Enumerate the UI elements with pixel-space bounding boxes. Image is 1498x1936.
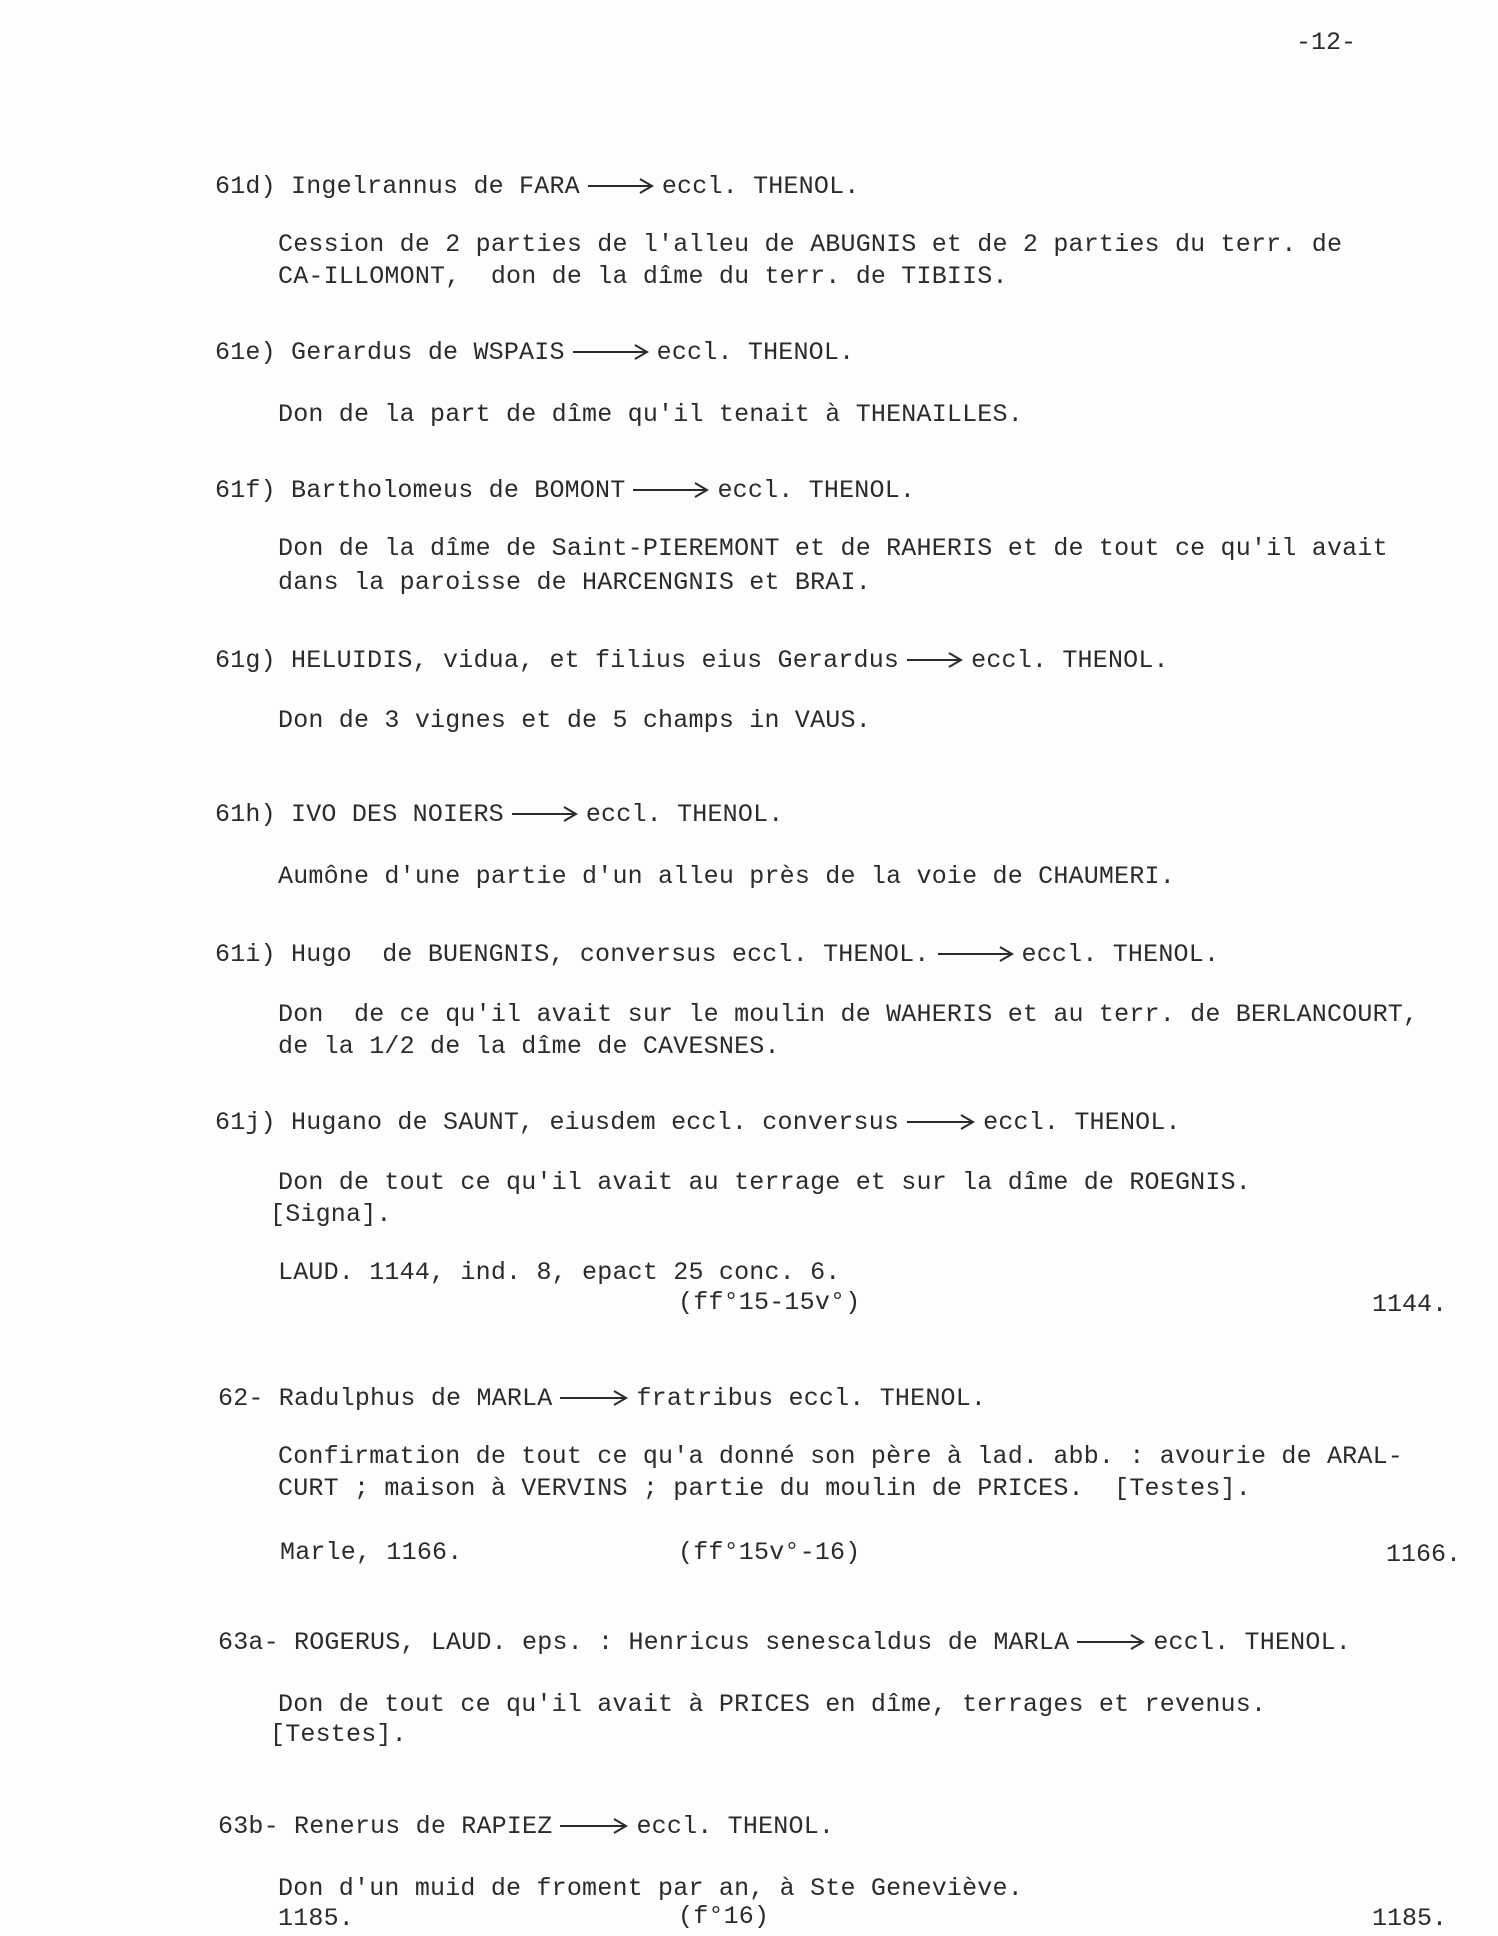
entry-heading-61f — [215, 476, 915, 506]
entry-folio: (ff°15v°-16) — [678, 1538, 861, 1567]
entry-body-line: Confirmation de tout ce qu'a donné son père à lad. abb. : avourie de ARAL- — [278, 1442, 1403, 1471]
entry-recipient: eccl. THENOL. — [656, 338, 855, 367]
entry-year: 1144. — [1372, 1290, 1448, 1319]
entry-body-line: dans la paroisse de HARCENGNIS et BRAI. — [278, 568, 871, 597]
entry-body-line: Don de ce qu'il avait sur le moulin de WAHERIS et au terr. de BERLANCOURT, — [278, 1000, 1419, 1029]
entry-folio: (f°16) — [678, 1902, 770, 1931]
arrow-icon — [586, 176, 656, 196]
arrow-icon — [936, 944, 1016, 964]
entry-recipient: eccl. THENOL. — [1153, 1628, 1351, 1657]
entry-recipient: eccl. THENOL. — [717, 476, 916, 505]
entry-recipient: eccl. THENOL. — [585, 800, 784, 829]
entry-recipient: eccl. THENOL. — [983, 1108, 1181, 1137]
entry-recipient: eccl. THENOL. — [1021, 940, 1220, 969]
entry-heading-text: 61f) Bartholomeus de BOMONT — [215, 476, 626, 505]
arrow-icon — [571, 342, 651, 362]
entry-heading-61i — [215, 940, 1219, 970]
entry-heading-text: 61e) Gerardus de WSPAIS — [215, 338, 565, 367]
entry-heading-63b — [218, 1812, 834, 1842]
entry-body-line: Don de tout ce qu'il avait à PRICES en dîme, terrages et revenus. — [278, 1690, 1267, 1719]
entry-folio: (ff°15-15v°) — [678, 1288, 861, 1317]
entry-heading-61d — [215, 172, 860, 202]
entry-heading-62 — [218, 1384, 986, 1414]
entry-recipient: eccl. THENOL. — [636, 1812, 835, 1841]
entry-source: 1185. — [278, 1904, 355, 1933]
entry-recipient: eccl. THENOL. — [971, 646, 1169, 675]
entry-recipient: eccl. THENOL. — [661, 172, 860, 201]
entry-body-line: Cession de 2 parties de l'alleu de ABUGNIS et de 2 parties du terr. de — [278, 230, 1343, 259]
entry-body-line: Aumône d'une partie d'un alleu près de la voie de CHAUMERI. — [278, 862, 1175, 891]
entry-recipient: fratribus eccl. THENOL. — [636, 1384, 987, 1413]
entry-body-line: [Testes]. — [270, 1720, 407, 1749]
entry-body-line: Don de la dîme de Saint-PIEREMONT et de RAHERIS et de tout ce qu'il avait — [278, 534, 1388, 563]
entry-heading-text: 61g) HELUIDIS, vidua, et filius eius Gerardus — [215, 646, 900, 675]
entry-heading-text: 61d) Ingelrannus de FARA — [215, 172, 580, 201]
entry-body-line: de la 1/2 de la dîme de CAVESNES. — [278, 1032, 780, 1061]
page-number: -12- — [1295, 28, 1356, 57]
arrow-icon — [510, 804, 580, 824]
entry-body-line: Don de tout ce qu'il avait au terrage et sur la dîme de ROEGNIS. — [278, 1168, 1251, 1197]
arrow-icon — [631, 480, 711, 500]
entry-body-line: CA-ILLOMONT, don de la dîme du terr. de TIBIIS. — [278, 262, 1008, 291]
entry-heading-text: 61i) Hugo de BUENGNIS, conversus eccl. THENOL. — [215, 940, 930, 969]
entry-heading-text: 61h) IVO DES NOIERS — [215, 800, 504, 829]
entry-body-line: CURT ; maison à VERVINS ; partie du moulin de PRICES. [Testes]. — [278, 1474, 1251, 1503]
entry-body-line: [Signa]. — [270, 1200, 392, 1229]
arrow-icon — [558, 1388, 630, 1408]
entry-year: 1166. — [1386, 1540, 1462, 1569]
entry-heading-61g — [215, 646, 1169, 676]
entry-body-line: Don de 3 vignes et de 5 champs in VAUS. — [278, 706, 871, 735]
entry-source: LAUD. 1144, ind. 8, epact 25 conc. 6. — [278, 1258, 841, 1287]
entry-heading-text: 63a- ROGERUS, LAUD. eps. : Henricus senescaldus de MARLA — [218, 1628, 1070, 1657]
arrow-icon — [558, 1816, 630, 1836]
entry-heading-text: 62- Radulphus de MARLA — [218, 1384, 553, 1413]
entry-heading-61j — [215, 1108, 1181, 1138]
entry-body-line: Don d'un muid de froment par an, à Ste Geneviève. — [278, 1874, 1023, 1903]
entry-heading-61e — [215, 338, 854, 368]
entry-year: 1185. — [1372, 1904, 1448, 1933]
entry-heading-61h — [215, 800, 784, 830]
arrow-icon — [1075, 1632, 1147, 1652]
entry-heading-text: 63b- Renerus de RAPIEZ — [218, 1812, 553, 1841]
arrow-icon — [905, 650, 965, 670]
entry-source: Marle, 1166. — [280, 1538, 463, 1567]
entry-heading-63a — [218, 1628, 1351, 1658]
entry-body-line: Don de la part de dîme qu'il tenait à THENAILLES. — [278, 400, 1023, 429]
arrow-icon — [905, 1112, 977, 1132]
entry-heading-text: 61j) Hugano de SAUNT, eiusdem eccl. conversus — [215, 1108, 900, 1137]
